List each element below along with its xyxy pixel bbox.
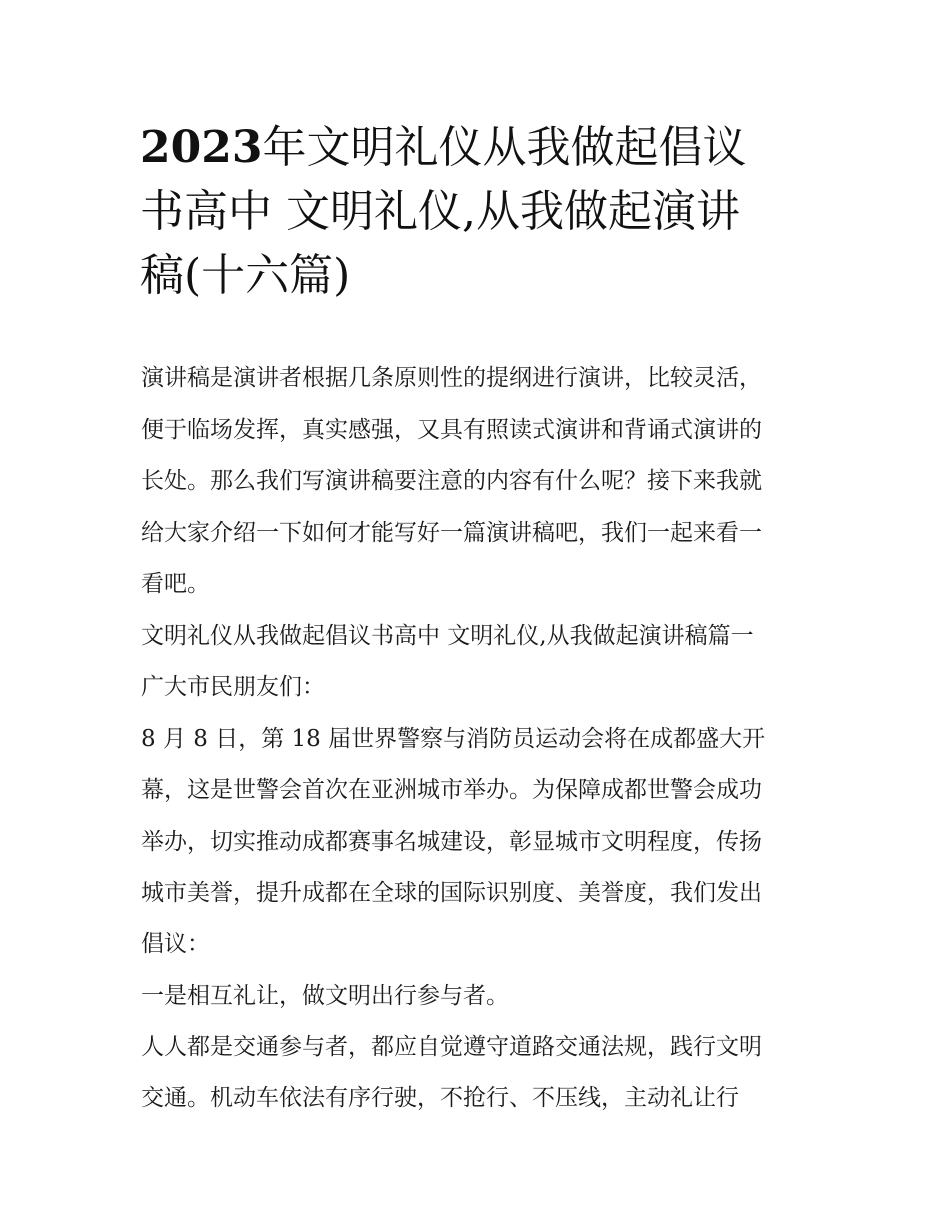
- body-line: 给大家介绍一下如何才能写好一篇演讲稿吧，我们一起来看一: [141, 520, 762, 546]
- body-line: 交通。机动车依法有序行驶，不抢行、不压线，主动礼让行: [141, 1085, 739, 1111]
- body-line: 举办，切实推动成都赛事名城建设，彰显城市文明程度，传扬: [141, 829, 762, 855]
- title-line-1-text: 年文明礼仪从我做起倡议: [262, 122, 747, 173]
- title-line-1: [140, 116, 820, 180]
- body-line: 城市美誉，提升成都在全球的国际识别度、美誉度，我们发出: [141, 880, 762, 906]
- salutation: 广大市民朋友们：: [141, 674, 325, 700]
- document-title: [140, 116, 820, 308]
- body-line: 长处。那么我们写演讲稿要注意的内容有什么呢？接下来我就: [141, 468, 762, 494]
- body-line: 便于临场发挥，真实感强，又具有照读式演讲和背诵式演讲的: [141, 417, 762, 443]
- title-line-2: 书高中 文明礼仪,从我做起演讲: [140, 186, 740, 237]
- body-line: 人人都是交通参与者，都应自觉遵守道路交通法规，践行文明: [141, 1034, 762, 1060]
- point-heading: 一是相互礼让，做文明出行参与者。: [141, 983, 509, 1009]
- body-line: 看吧。: [141, 571, 210, 597]
- body-line: 幕，这是世警会首次在亚洲城市举办。为保障成都世警会成功: [141, 777, 762, 803]
- title-year: 2023: [140, 122, 263, 173]
- body-line: 倡议：: [141, 931, 210, 957]
- section-heading: 文明礼仪从我做起倡议书高中 文明礼仪,从我做起演讲稿篇一: [141, 623, 754, 649]
- title-line-3: 稿(十六篇): [140, 250, 351, 301]
- body-line: 8 月 8 日，第 18 届世界警察与消防员运动会将在成都盛大开: [141, 726, 766, 752]
- body-line: 演讲稿是演讲者根据几条原则性的提纲进行演讲，比较灵活，: [141, 365, 762, 391]
